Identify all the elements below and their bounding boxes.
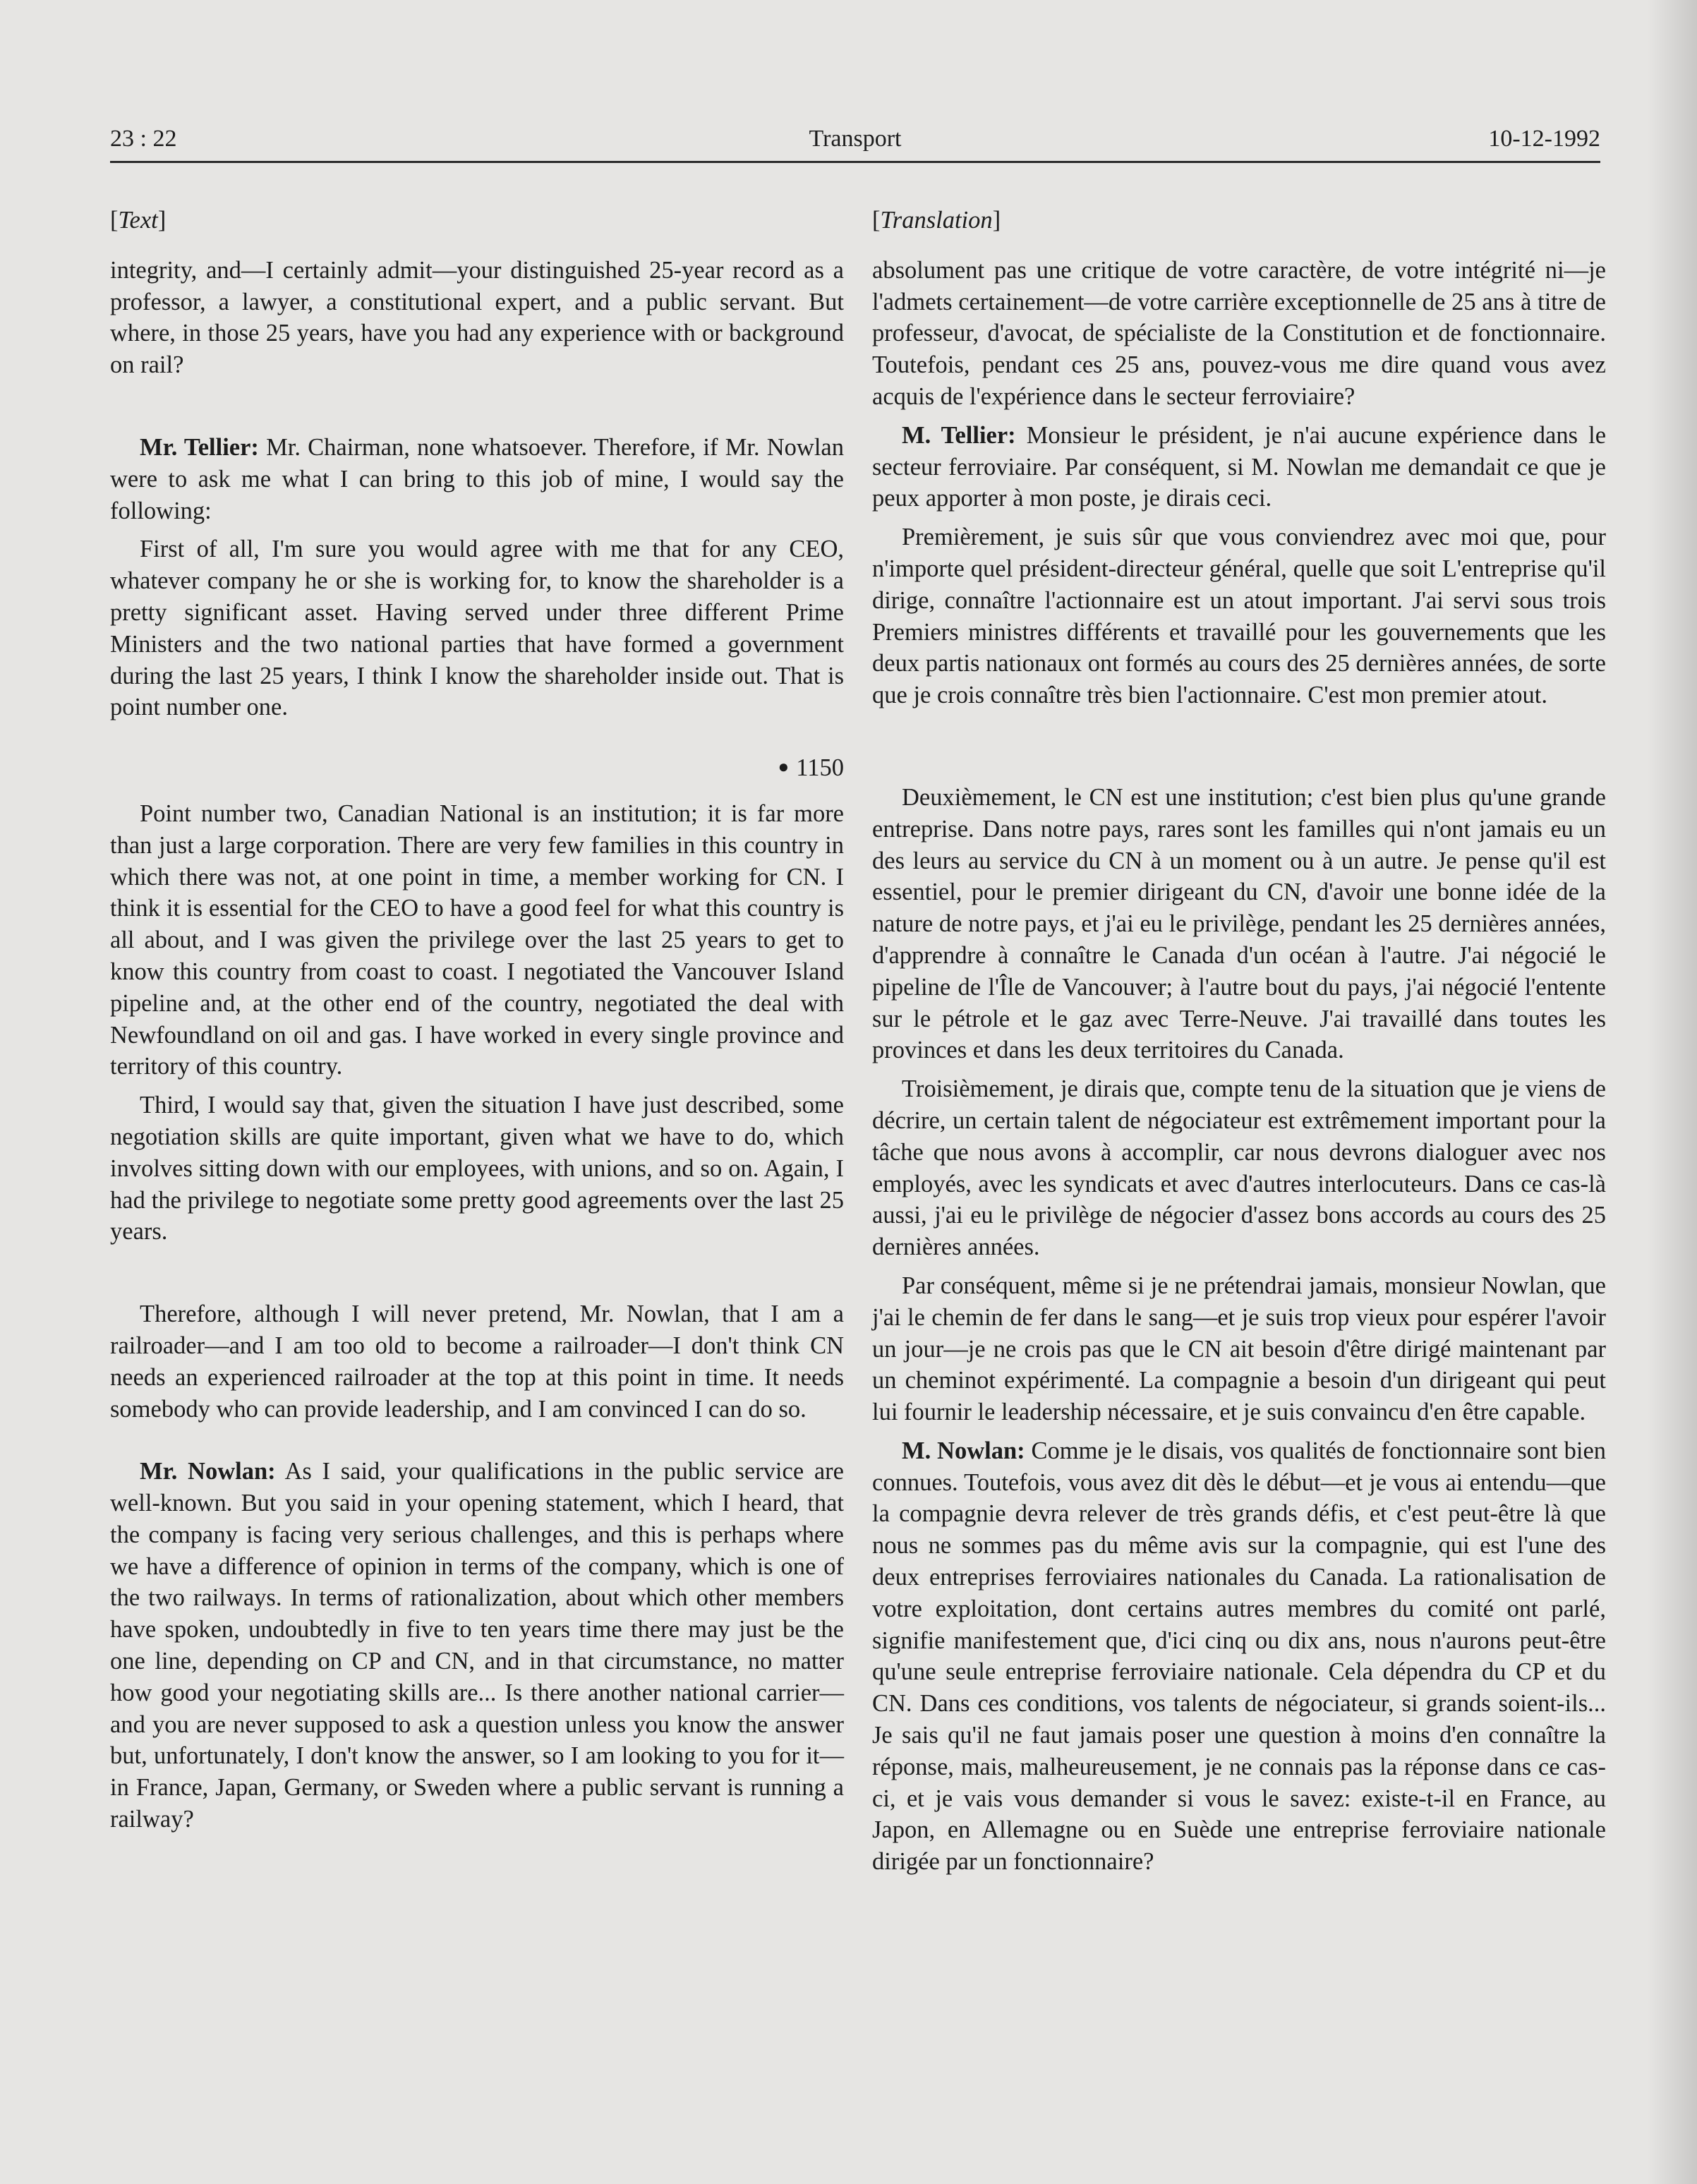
paragraph-tellier-intro: M. Tellier: Monsieur le président, je n'ai aucune expérience dans le secteur ferroviaire. Par conséquent, si M. Nowlan me demandait ce que je peux apporter à mon poste, je dirais ceci. — [872, 421, 1607, 512]
speaker-name: M. Nowlan: — [902, 1437, 1025, 1464]
paragraph-continuation: integrity, and—I certainly admit—your distinguished 25-year record as a professor, a lawyer, a constitutional expert, and a public servant. But where, in those 25 years, have you had any experience with or background on rail? — [110, 256, 844, 379]
paragraph-point-two: Deuxièmement, le CN est une institution; c'est bien plus qu'une grande entreprise. Dans notre pays, rares sont les familles qui n'ont jamais eu un des leurs au service du CN à un moment ou à un autre. Je pense qu'il est essentiel, pour le premier dirigeant du CN, d'avoir une bonne idée de la nature de notre pays, et j'ai eu le privilège, pendant les 25 dernières années, d'apprendre à connaître le Canada d'un océan à l'autre. J'ai négocié le pipeline de l'Île de Vancouver; à l'autre bout du pays, j'ai négocié l'entente sur le pétrole et le gaz avec Terre-Neuve. J'ai travaillé dans toutes les provinces et dans les deux territoires du Canada. — [872, 783, 1606, 1064]
paragraph-continuation: absolument pas une critique de votre caractère, de votre intégrité ni—je l'admets certainement—de votre carrière exceptionnelle de 25 ans à titre de professeur, d'avocat, de spécialiste de la Constitution et de fonctionnaire. Toutefois, pendant ces 25 ans, pouvez-vous me dire quand vous avez acquis de l'expérience dans le secteur ferroviaire? — [872, 256, 1606, 410]
paragraph-point-two: Point number two, Canadian National is an institution; it is far more than just a large corporation. There are very few families in this country in which there was not, at one point in time, a member working for CN. I think it is essential for the CEO to have a good feel for what this country is all about, and I was given the privilege over the last 25 years to get to know this country from coast to coast. I negotiated the Vancouver Island pipeline and, at the other end of the country, negotiated the deal with Newfoundland on oil and gas. I have worked in every single province and territory of this country. — [110, 800, 844, 1080]
page-header — [110, 124, 1600, 161]
paragraph-conclusion: Therefore, although I will never pretend, Mr. Nowlan, that I am a railroader—and I am too old to become a railroader—I don't think CN needs an experienced railroader at the top at this point in time. It needs somebody who can provide leadership, and I am convinced I can do so. — [110, 1301, 844, 1423]
page-edge-shadow — [1648, 0, 1697, 2184]
sitting-date: 10-12-1992 — [1488, 126, 1600, 152]
time-marker: ● 1150 — [778, 754, 844, 782]
page-number: 23 : 22 — [110, 126, 177, 152]
committee-name: Transport — [809, 126, 902, 152]
french-column — [872, 205, 1606, 1878]
paragraph-conclusion: Par conséquent, même si je ne prétendrai jamais, monsieur Nowlan, que j'ai le chemin de fer dans le sang—et je suis trop vieux pour espérer l'avoir un jour—je ne crois pas que le CN ait besoin d'être dirigé maintenant par un cheminot expérimenté. La compagnie a besoin d'un dirigeant qui peut lui fournir le leadership nécessaire, et je suis convaincu d'en être capable. — [872, 1272, 1606, 1426]
header-rule — [110, 161, 1600, 163]
speaker-name: Mr. Tellier: — [140, 433, 259, 461]
language-label: [Text] — [110, 207, 167, 234]
speaker-name: Mr. Nowlan: — [140, 1458, 276, 1485]
paragraph-nowlan: M. Nowlan: Comme je le disais, vos qualités de fonctionnaire sont bien connues. Toutefois, vous avez dit dès le début—et je vous ai entendu—que la compagnie devra relever de très grands défis, et c'est peut-être là que nous ne sommes pas du même avis sur la compagnie, qui est l'une des deux entreprises ferroviaires nationales du Canada. La rationalisation de votre exploitation, dont certains autres membres du comité ont parlé, signifie manifestement que, d'ici cinq ou dix ans, nous n'aurons peut-être qu'une seule entreprise ferroviaire nationale. Cela dépendra du CP et du CN. Dans ces conditions, vos talents de négociateur, si grands soient-ils... Je sais qu'il ne faut jamais poser une question à moins d'en connaître la réponse, mais, malheureusement, je ne connais pas la réponse dans ce cas-ci, et je vais vous demander si vous le savez: existe-t-il en France, au Japon, en Allemagne ou en Suède une entreprise ferroviaire nationale dirigée par un fonctionnaire? — [872, 1437, 1607, 1876]
paragraph-tellier-intro: Mr. Tellier: Mr. Chairman, none whatsoever. Therefore, if Mr. Nowlan were to ask me what I can bring to this job of mine, I would say the following: — [110, 433, 844, 524]
paragraph-point-one: Premièrement, je suis sûr que vous conviendrez avec moi que, pour n'importe quel président-directeur général, quelle que soit L'entreprise qu'il dirige, connaître l'actionnaire est un atout important. J'ai servi sous trois Premiers ministres différents et travaillé pour les gouvernements que les deux partis nationaux ont formés au cours des 25 dernières années, de sorte que je crois connaître très bien l'actionnaire. C'est mon premier atout. — [872, 524, 1606, 709]
paragraph-point-three: Troisièmement, je dirais que, compte tenu de la situation que je viens de décrire, un certain talent de négociateur est extrêmement important pour la tâche que nous avons à accomplir, car nous devrons dialoguer avec nos employés, avec les syndicats et avec d'autres interlocuteurs. Dans ce cas-là aussi, j'ai eu le privilège de négocier d'assez bons accords au cours des 25 dernières années. — [872, 1075, 1606, 1261]
paragraph-nowlan: Mr. Nowlan: As I said, your qualifications in the public service are well-known. But you said in your opening statement, which I heard, that the company is facing very serious challenges, and this is perhaps where we have a difference of opinion in terms of the company, which is one of the two railways. In terms of rationalization, about which other members have spoken, undoubtedly in five to ten years time there may just be the one line, depending on CP and CN, and in that circumstance, no matter how good your negotiating skills are... Is there another national carrier—and you are never supposed to ask a question unless you know the answer but, unfortunately, I don't know the answer, so I am looking to you for it—in France, Japan, Germany, or Sweden where a public servant is running a railway? — [110, 1458, 844, 1833]
paragraph-point-one: First of all, I'm sure you would agree with me that for any CEO, whatever company he or she is working for, to know the shareholder is a pretty significant asset. Having served under three different Prime Ministers and the two national parties that have formed a government during the last 25 years, I think I know the shareholder inside out. That is point number one. — [110, 536, 844, 721]
speaker-name: M. Tellier: — [902, 421, 1016, 449]
english-column — [110, 205, 844, 1835]
language-label: [Translation] — [872, 207, 1001, 234]
paragraph-point-three: Third, I would say that, given the situation I have just described, some negotiation skills are quite important, given what we have to do, which involves sitting down with our employees, with unions, and so on. Again, I had the privilege to negotiate some pretty good agreements over the last 25 years. — [110, 1092, 844, 1245]
